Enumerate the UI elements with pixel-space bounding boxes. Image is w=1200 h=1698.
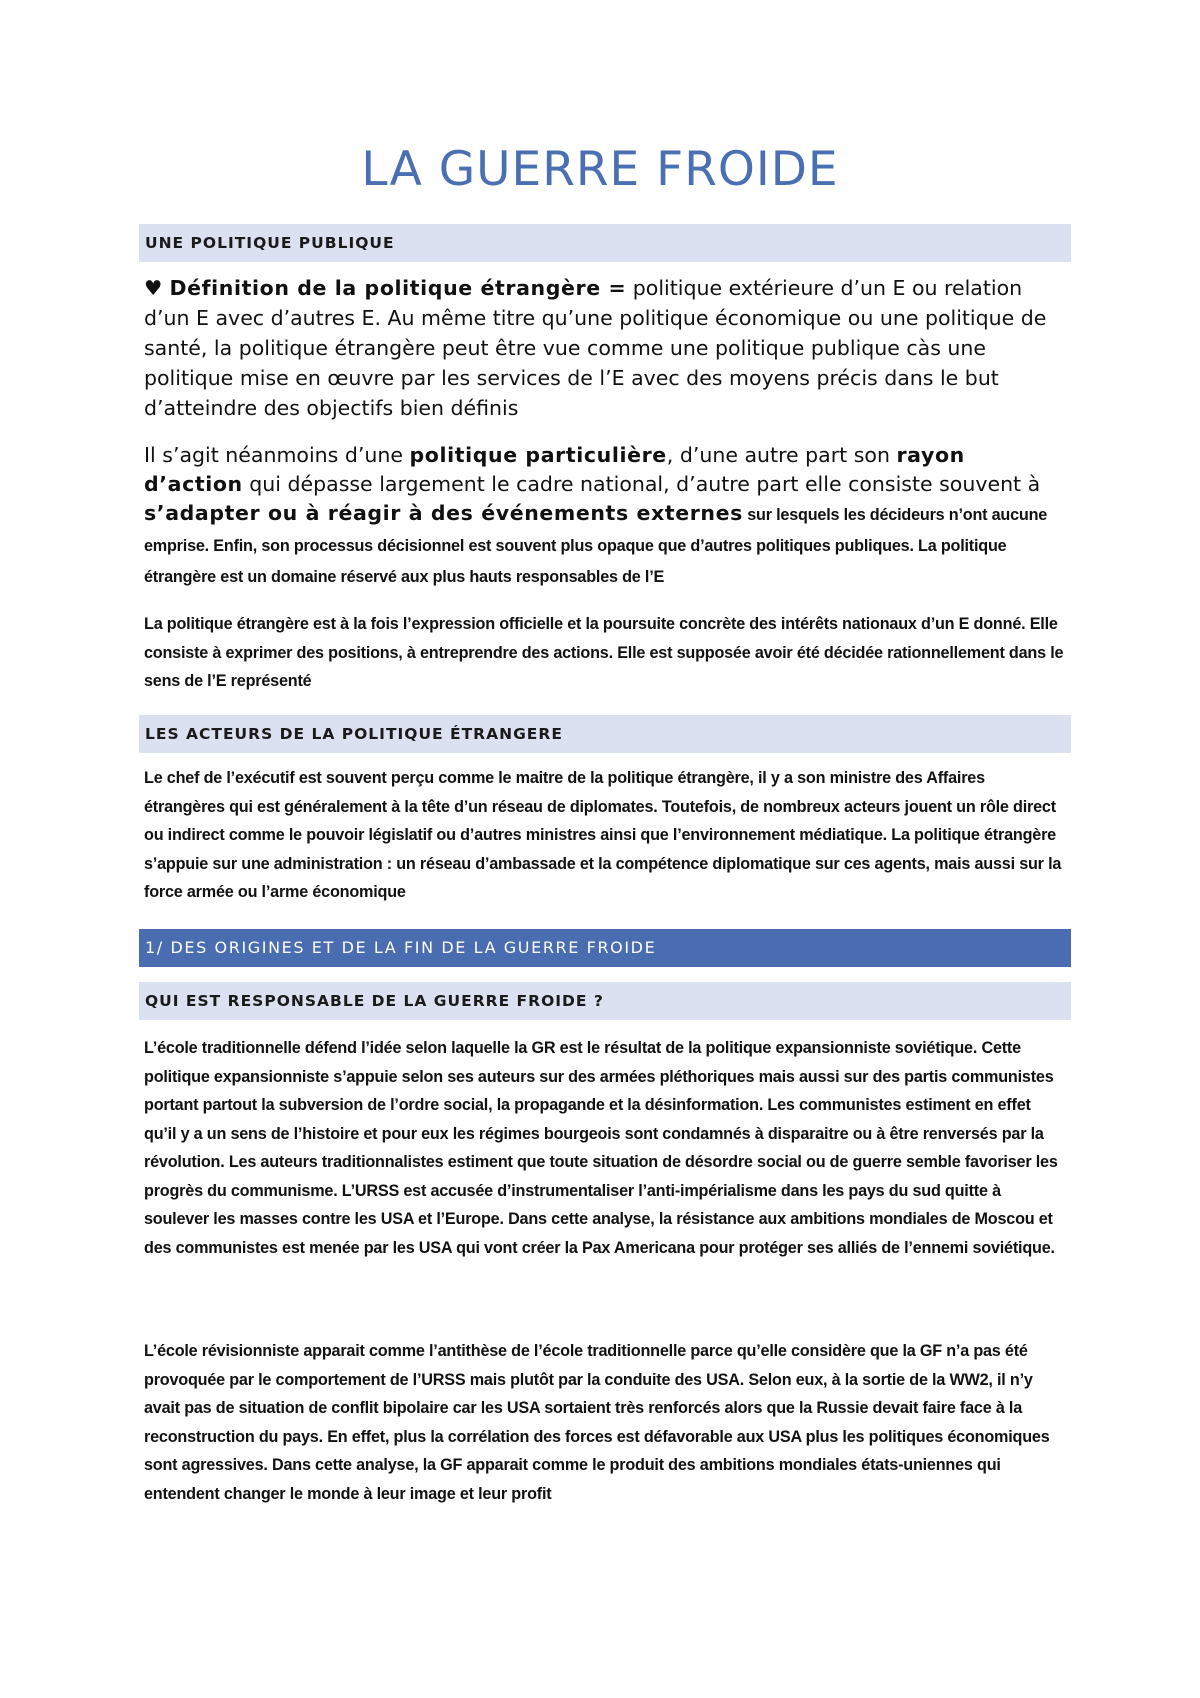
foreign-policy-paragraph: La politique étrangère est à la fois l’expression officielle et la poursuite concrète des intérêts nationaux d’un E donné. Elle consiste à exprimer des positions, à entreprendre des actions. Elle est supposée avoir été décidée rationnellement dans le sens de l’E représenté xyxy=(144,615,1064,690)
text-run: qui dépasse largement le cadre national, d’autre part elle consiste souvent à xyxy=(242,472,1041,496)
section-header-politique-publique: UNE POLITIQUE PUBLIQUE xyxy=(139,224,1071,262)
heart-icon: ♥ xyxy=(144,276,163,300)
definition-text: politique extérieure d’un E ou relation d’un E avec d’autres E. Au même titre qu’une politique économique ou une politique de santé, la politique étrangère peut être vue comme une politique publique càs une politique mise en œuvre par les services de l’E avec des moyens précis dans le but d’atteindre des objectifs bien définis xyxy=(144,276,1047,420)
text-run: , d’une autre part son xyxy=(666,443,897,467)
emphasis-run: rayon d’action xyxy=(144,443,965,496)
text-run: sur lesquels les décideurs n’ont aucune emprise. Enfin, son processus décisionnel est souvent plus opaque que d’autres politiques publiques. La politique étrangère est un domaine réservé aux plus hauts responsables de l’E xyxy=(144,506,1048,586)
definition-term: Définition de la politique étrangère = xyxy=(169,276,627,300)
section-header-responsable: QUI EST RESPONSABLE DE LA GUERRE FROIDE ? xyxy=(139,982,1071,1020)
emphasis-run: politique particulière xyxy=(409,443,667,467)
section-header-acteurs: LES ACTEURS DE LA POLITIQUE ÉTRANGERE xyxy=(139,715,1071,753)
traditional-school-paragraph: L’école traditionnelle défend l’idée selon laquelle la GR est le résultat de la politique expansionniste soviétique. Cette politique expansionniste s’appuie selon ses auteurs sur des armées pléthoriques mais aussi sur des partis communistes portant partout la subversion de l’ordre social, la propagande et la désinformation. Les communistes estiment en effet qu’il y a un sens de l’histoire et pour eux les régimes bourgeois sont condamnés à disparaitre ou à être renversés par la révolution. Les auteurs traditionnalistes estiment que toute situation de désordre social ou de guerre semble favoriser les progrès du communisme. L’URSS est accusée d’instrumentaliser l’anti-impérialisme dans les pays du sud quitte à soulever les masses contre les USA et l’Europe. Dans cette analyse, la résistance aux ambitions mondiales de Moscou et des communistes est menée par les USA qui vont créer la Pax Americana pour protéger ses alliés de l’ennemi soviétique. xyxy=(144,1039,1058,1257)
page-title: LA GUERRE FROIDE xyxy=(361,142,839,197)
emphasis-run: s’adapter ou à réagir à des événements externes xyxy=(144,501,743,525)
actors-paragraph: Le chef de l’exécutif est souvent perçu comme le maitre de la politique étrangère, il y a son ministre des Affaires étrangères qui est généralement à la tête d’un réseau de diplomates. Toutefois, de nombreux acteurs jouent un rôle direct ou indirect comme le pouvoir législatif ou d’autres ministres ainsi que l’environnement médiatique. La politique étrangère s’appuie sur une administration : un réseau d’ambassade et la compétence diplomatique sur ces agents, mais aussi sur la force armée ou l’arme économique xyxy=(144,769,1062,901)
text-run: Il s’agit néanmoins d’une xyxy=(144,443,410,467)
particularity-paragraph xyxy=(144,441,1064,592)
definition-paragraph xyxy=(144,273,1064,423)
section-header-origines: 1/ DES ORIGINES ET DE LA FIN DE LA GUERRE FROIDE xyxy=(139,929,1071,967)
revisionist-school-paragraph: L’école révisionniste apparait comme l’antithèse de l’école traditionnelle parce qu’elle considère que la GF n’a pas été provoquée par le comportement de l’URSS mais plutôt par la conduite des USA. Selon eux, à la sortie de la WW2, il n’y avait pas de situation de conflit bipolaire car les USA sortaient très renforcés alors que la Russie devait faire face à la reconstruction du pays. En effet, plus la corrélation des forces est défavorable aux USA plus les politiques économiques sont agressives. Dans cette analyse, la GF apparait comme le produit des ambitions mondiales états-uniennes qui entendent changer le monde à leur image et leur profit xyxy=(144,1342,1050,1503)
